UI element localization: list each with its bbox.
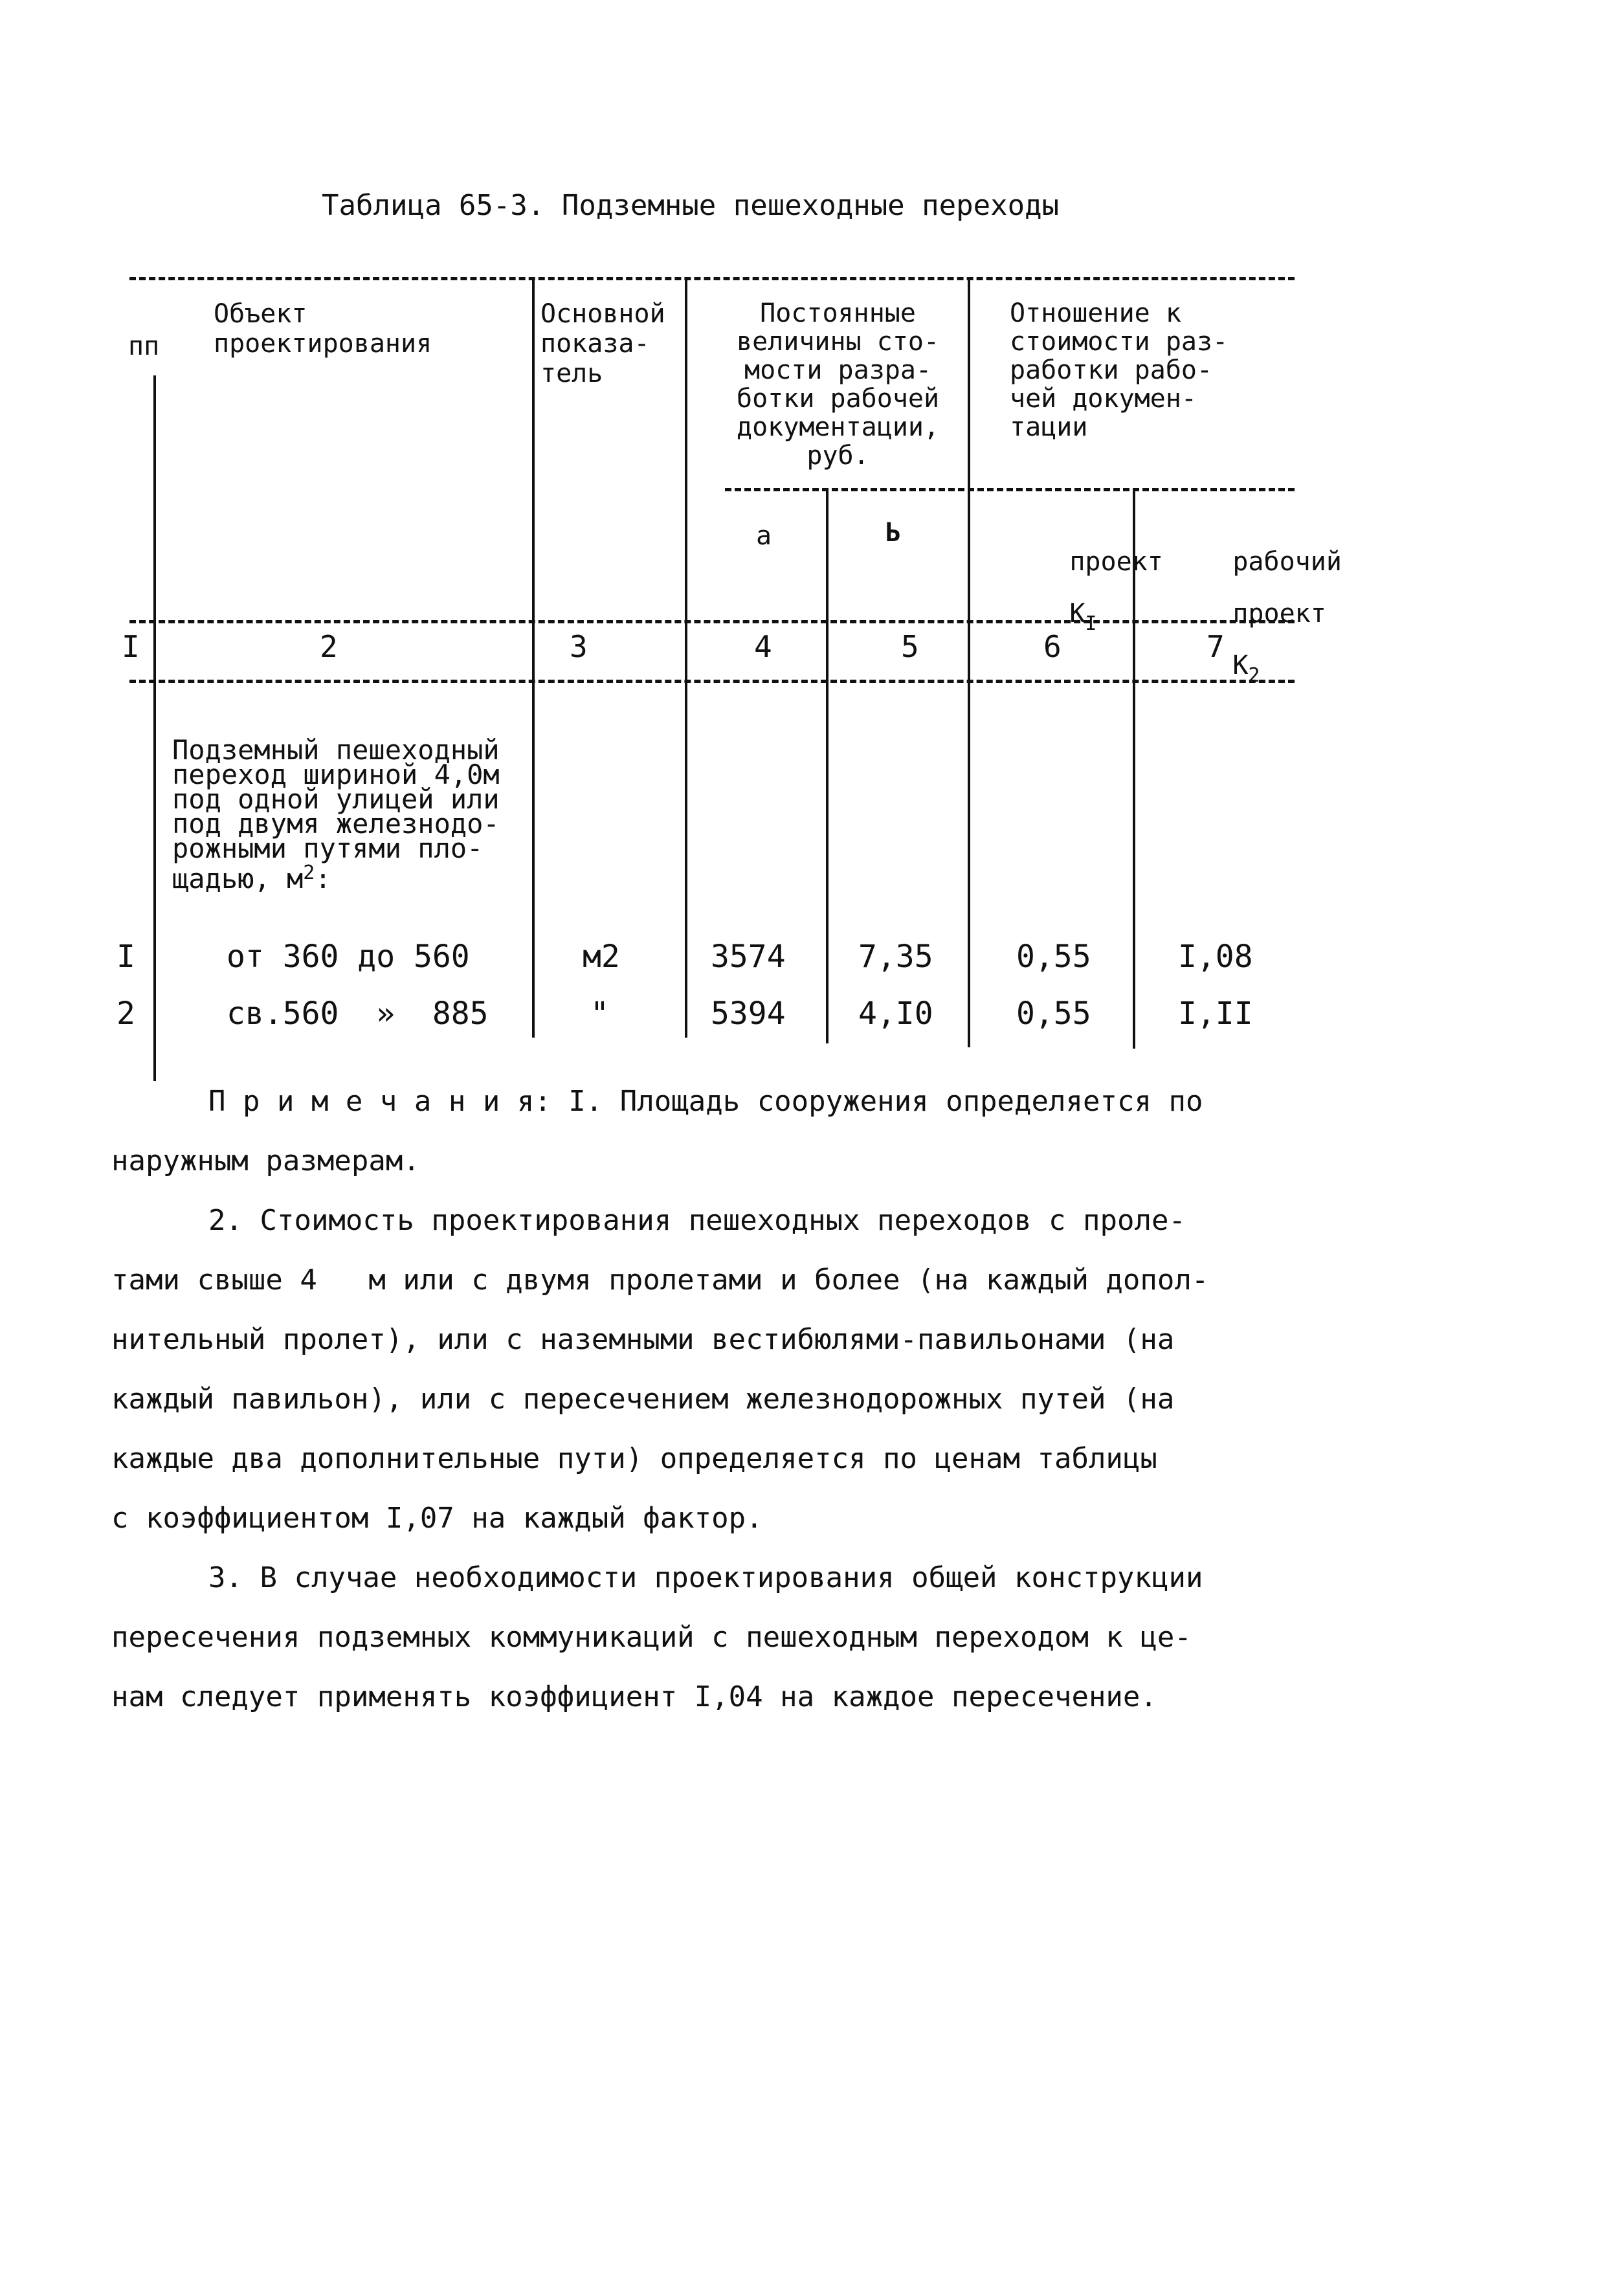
header-k2	[1170, 523, 1342, 715]
header-b: Ь	[885, 518, 902, 548]
header-pp: пп	[128, 331, 160, 361]
header-k1-symbol: K	[1069, 599, 1085, 629]
colnum-6: 6	[1043, 629, 1062, 664]
note-line-3: 2. Стоимость проектирования пешеходных переходов с проле-	[208, 1204, 1186, 1237]
header-k1-subscript: I	[1085, 612, 1097, 635]
header-ratio: Отношение к стоимости раз- работки рабо- чей докумен- тации	[1010, 298, 1229, 442]
header-k2-symbol: K	[1232, 651, 1249, 680]
colnum-1: I	[122, 629, 140, 664]
row1-indicator: м2	[583, 939, 620, 975]
note-line-9: 3. В случае необходимости проектирования общей конструкции	[208, 1561, 1203, 1594]
vline-4	[826, 488, 829, 1043]
row2-k1: 0,55	[1016, 996, 1091, 1032]
vline-5	[968, 277, 970, 1047]
note-line-6: каждый павильон), или с пересечением железнодорожных путей (на	[111, 1383, 1175, 1416]
row2-k2: I,II	[1178, 996, 1253, 1032]
note-line-8: с коэффициентом I,07 на каждый фактор.	[111, 1502, 763, 1535]
table-title: Таблица 65-3. Подземные пешеходные переходы	[322, 189, 1060, 222]
header-indicator: Основной показа- тель	[540, 299, 665, 388]
header-k1-label: проект	[1069, 547, 1163, 577]
header-k2-label-1: рабочий	[1232, 547, 1342, 577]
header-a: а	[756, 521, 772, 551]
vline-2	[532, 277, 535, 1038]
header-k2-label-2: проект	[1232, 599, 1326, 629]
group-label-end: :	[315, 863, 331, 895]
note-line-10: пересечения подземных коммуникаций с пешеходным переходом к це-	[111, 1621, 1192, 1654]
note-line-4: тами свыше 4 м или с двумя пролетами и более (на каждый допол-	[111, 1264, 1209, 1297]
group-label-text: Подземный пешеходный переход шириной 4,0м под одной улицей или под двумя железнодо- рожными путями пло- щадью, м	[172, 734, 500, 895]
group-label-sup: 2	[303, 862, 315, 884]
row1-k1: 0,55	[1016, 939, 1091, 975]
note-line-5: нительный пролет), или с наземными вестибюлями-павильонами (на	[111, 1323, 1175, 1356]
row1-b: 7,35	[858, 939, 933, 975]
row2-indicator: "	[590, 996, 609, 1032]
header-object: Объект проектирования	[214, 299, 432, 359]
row1-n: I	[117, 939, 135, 975]
note-line-2: наружным размерам.	[111, 1144, 420, 1177]
rule-subheader	[725, 488, 1295, 491]
vline-3	[685, 277, 687, 1038]
note-line-1: П р и м е ч а н и я: I. Площадь сооружения определяется по	[208, 1085, 1203, 1118]
row1-a: 3574	[711, 939, 786, 975]
rule-top	[129, 277, 1295, 280]
colnum-2: 2	[320, 629, 338, 664]
row1-object: от 360 до 560	[227, 939, 470, 975]
row2-object: св.560 » 885	[227, 996, 489, 1032]
header-k1	[1007, 523, 1163, 663]
header-constants: Постоянные величины сто- мости разра- ботки рабочей документации, руб.	[737, 298, 940, 471]
colnum-3: 3	[570, 629, 588, 664]
rule-numbers-bottom	[129, 680, 1295, 683]
note-line-11: нам следует применять коэффициент I,04 на каждое пересечение.	[111, 1680, 1157, 1713]
vline-1	[153, 375, 156, 1081]
colnum-7: 7	[1207, 629, 1225, 664]
header-k2-subscript: 2	[1248, 664, 1260, 687]
colnum-5: 5	[901, 629, 919, 664]
group-label	[172, 734, 500, 895]
row2-b: 4,I0	[858, 996, 933, 1032]
colnum-4: 4	[754, 629, 772, 664]
row2-a: 5394	[711, 996, 786, 1032]
note-line-7: каждые два дополнительные пути) определяется по ценам таблицы	[111, 1442, 1157, 1475]
row1-k2: I,08	[1178, 939, 1253, 975]
row2-n: 2	[117, 996, 135, 1032]
